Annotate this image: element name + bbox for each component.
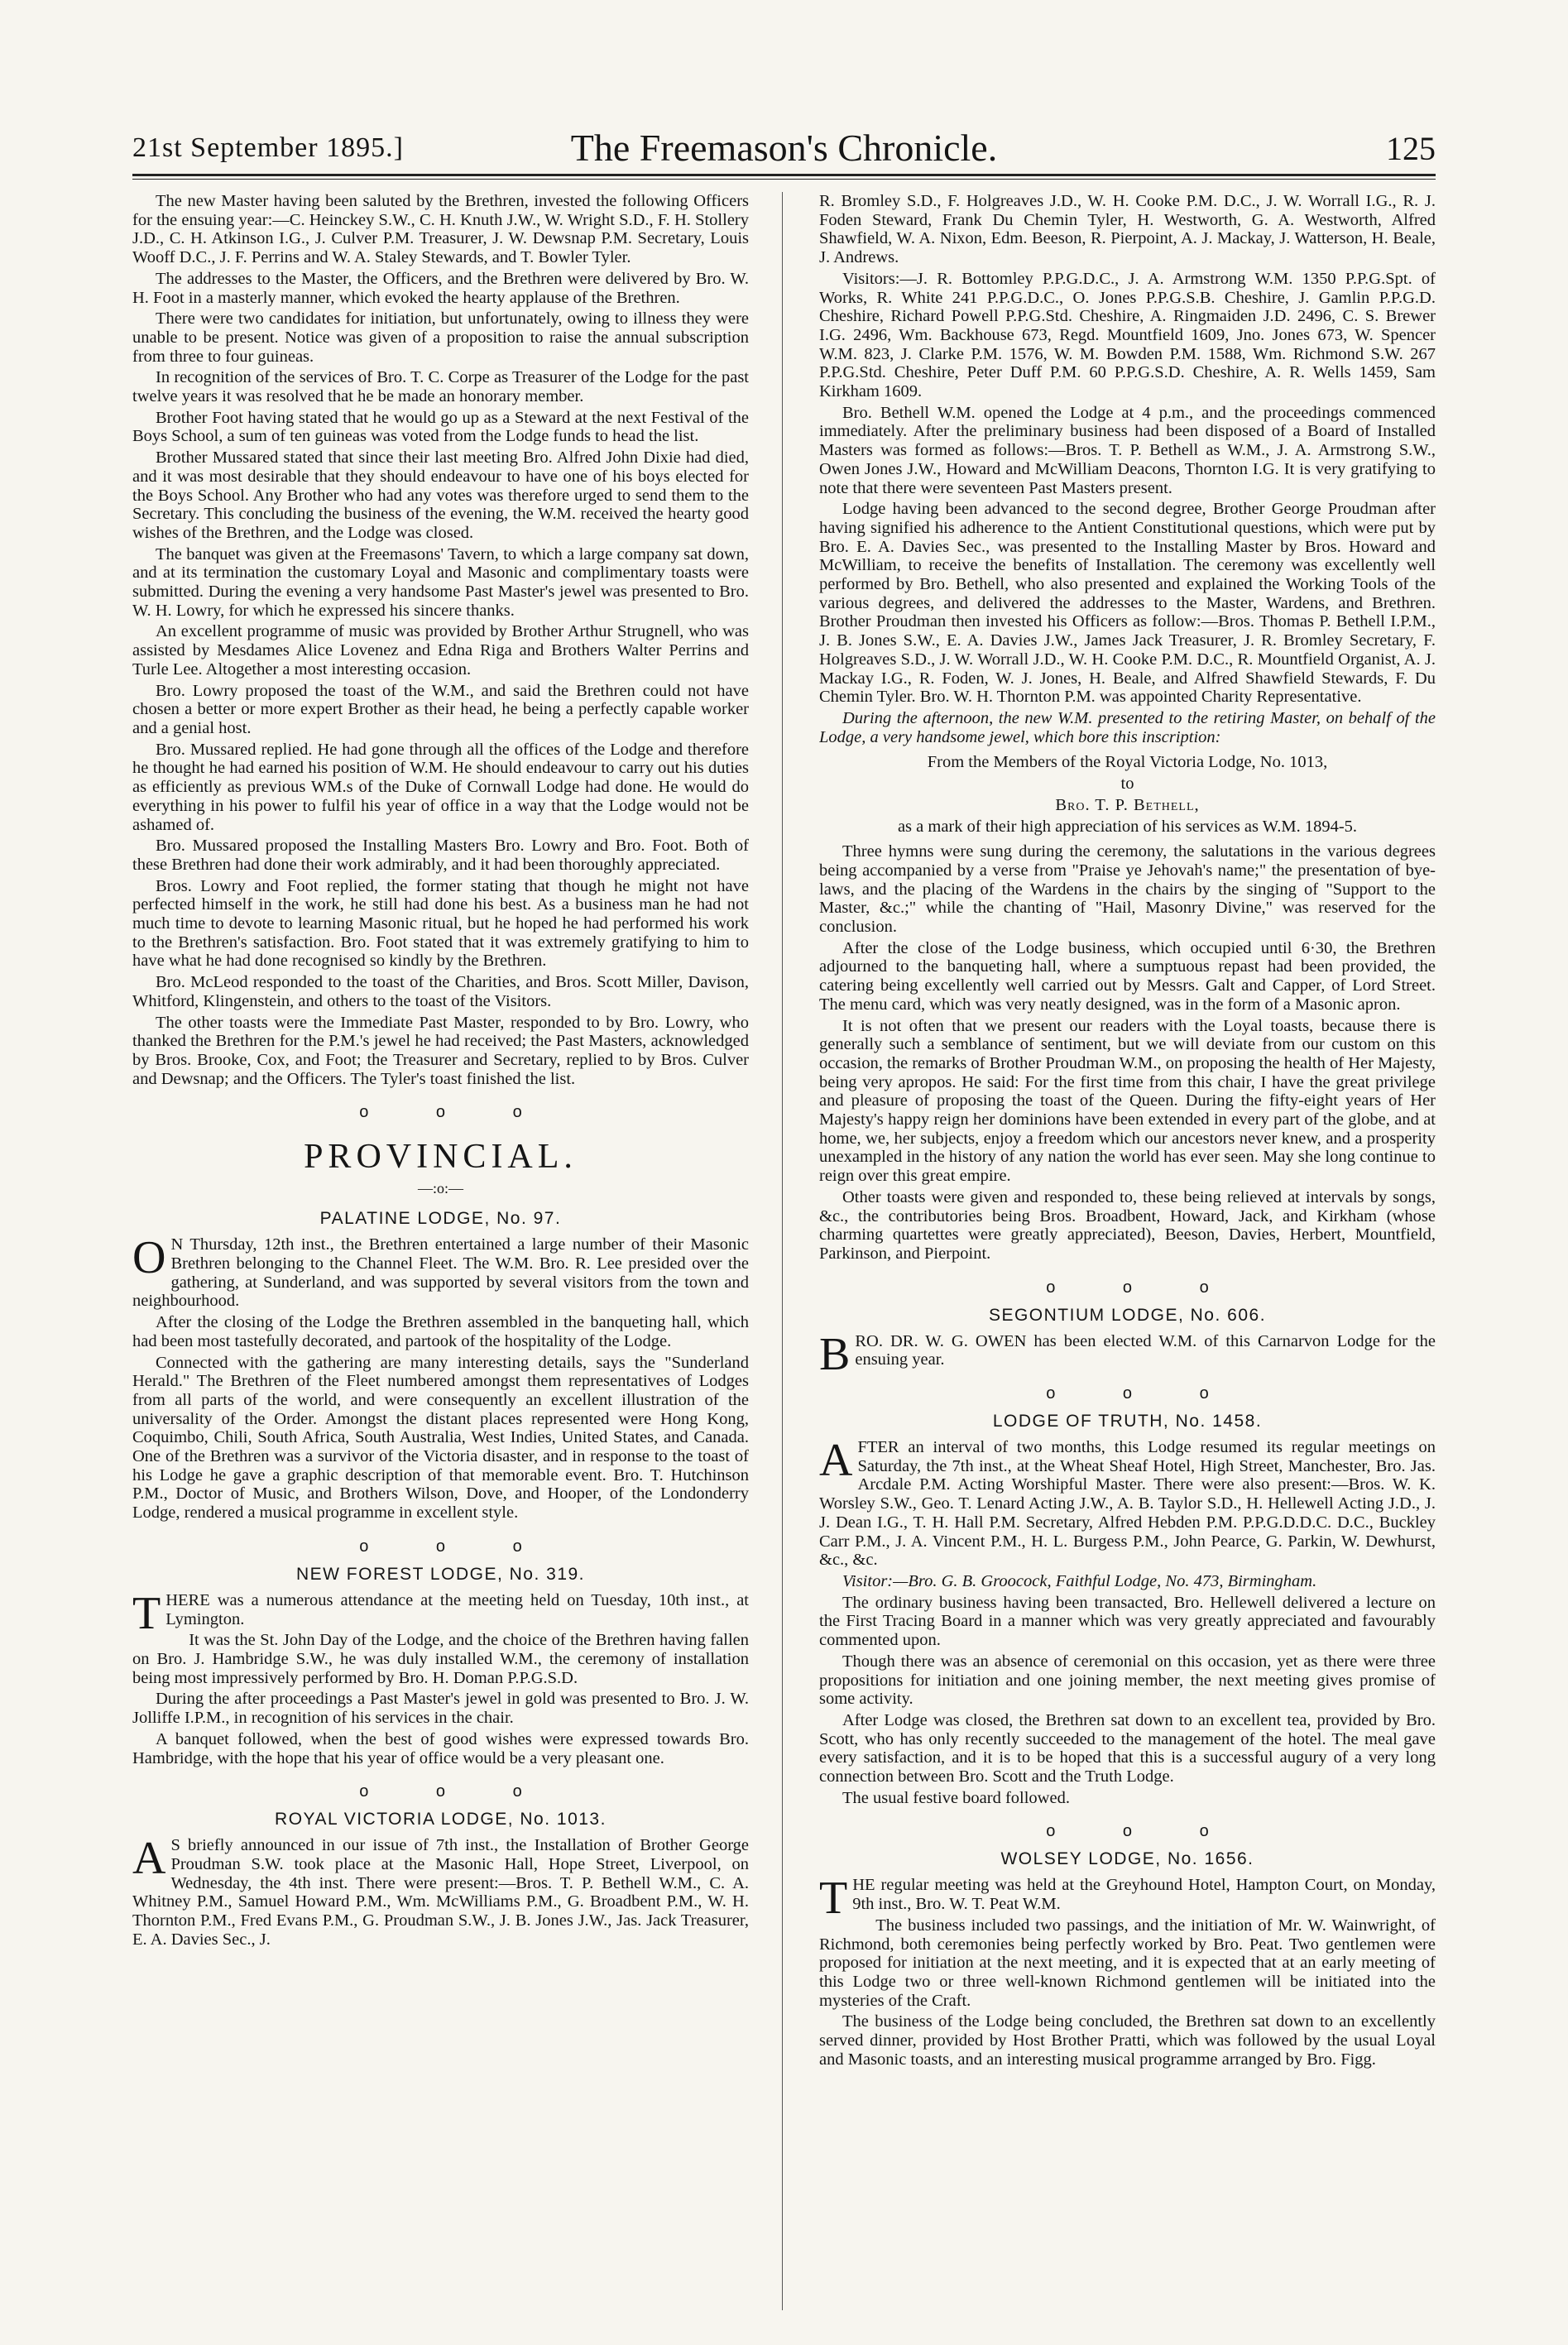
masthead-title: The Freemason's Chronicle. xyxy=(570,127,998,169)
drop-cap: B xyxy=(819,1328,851,1380)
article-paragraph: It was the St. John Day of the Lodge, and the choice of the Brethren having fallen on Bro. J. Hambridge S.W., he was duly installed W.M., the ceremony of installation being most impressively performed by Bro. H. Doman P.P.G.S.D. xyxy=(132,1631,749,1687)
first-paragraph-text: S briefly announced in our issue of 7th inst., the Installation of Brother George Proudman S.W. took place at the Masonic Hall, Hope Street, Liverpool, on Wednesday, the 4th inst. There were present:—Bros. T. P. Bethell W.M., C. A. Whitney P.M., Samuel Howard P.M., Wm. McWilliams P.M., G. Broadbent P.M., W. H. Thornton P.M., Fred Evans P.M., G. Proudman S.W., J. B. Jones J.W., Jas. Jack Treasurer, E. A. Davies Sec., J. xyxy=(132,1836,749,1949)
inscription-line: as a mark of their high appreciation of his services as W.M. 1894-5. xyxy=(897,817,1358,836)
article-paragraph: Though there was an absence of ceremonial on this occasion, yet as there were three propositions for initiation and one joining member, the next meeting gives promise of some activity. xyxy=(819,1652,1436,1709)
article-paragraph: After the closing of the Lodge the Brethren assembled in the banqueting hall, which had been most tastefully decorated, and partook of the hospitality of the Lodge. xyxy=(132,1313,749,1350)
article-paragraph: Other toasts were given and responded to, these being relieved at intervals by songs, &c., the contributories being Bros. Broadbent, Howard, Jack, and Kirkham (whose charming quartettes were greatly appreciated), Beeson, Davies, Herbert, Mountfield, Parkinson, and Pierpoint. xyxy=(819,1187,1436,1263)
article-paragraph: The usual festive board followed. xyxy=(842,1788,1070,1807)
article-paragraph: Brother Mussared stated that since their last meeting Bro. Alfred John Dixie had died, and it was most desirable that they should endeavour to have one of his boys elected for the Boys School. Any Brother who had any votes was therefore urged to send them to the Secretary. This concluding the business of the evening, the W.M. received the hearty good wishes of the Brethren, and the Lodge was closed. xyxy=(132,448,749,542)
column-divider xyxy=(782,192,783,2310)
article-paragraph: It is not often that we present our readers with the Loyal toasts, because there is generally such a semblance of sentiment, but we will deviate from our custom on this occasion, the remarks of Brother Proudman W.M., on proposing the health of Her Majesty, being very apropos. He said: For the first time from this chair, I have the great privilege and pleasure of proposing the toast of the Queen. During the fifty-eight years of Her Majesty's happy reign her dominions have been extended in every part of the globe, and at home, we, her subjects, enjoy a freedom which our ancestors never knew, and a prosperity unexampled in the history of any nation the world has ever seen. May she long continue to reign over this great empire. xyxy=(819,1016,1436,1186)
section-separator: o o o xyxy=(359,1103,554,1122)
article-paragraph: The addresses to the Master, the Officers, and the Brethren were delivered by Bro. W. H. Foot in a masterly manner, which evoked the hearty applause of the Brethren. xyxy=(132,269,749,307)
article-paragraph xyxy=(819,1328,1436,1380)
header-rule xyxy=(132,174,1436,176)
article-paragraph: Bros. Lowry and Foot replied, the former stating that though he might not have perfected himself in the work, he still had done his best. As a business man he had not much time to devote to learning Masonic ritual, but he hoped he had performed his work to the Brethren's satisfaction. Bro. Foot stated that it was extremely gratifying to him to have what he had done recognised so kindly by the Brethren. xyxy=(132,876,749,971)
left-column xyxy=(132,192,749,2310)
article-paragraph: The banquet was given at the Freemasons' Tavern, to which a large company sat down, and at its termination the customary Loyal and Masonic and complimentary toasts were submitted. During the evening a very handsome Past Master's jewel was presented to Bro. W. H. Lowry, for which he expressed his sincere thanks. xyxy=(132,544,749,620)
page-number: 125 xyxy=(1386,130,1436,167)
article-paragraph: There were two candidates for initiation, but unfortunately, owing to illness they were unable to be present. Notice was given of a proposition to raise the annual subscription from three to four guineas. xyxy=(132,309,749,366)
article-paragraph: During the afternoon, the new W.M. presented to the retiring Master, on behalf of the Lodge, a very handsome jewel, which bore this inscription: xyxy=(819,708,1436,746)
inscription-line: to xyxy=(1120,774,1134,794)
lodge-heading: LODGE OF TRUTH, No. 1458. xyxy=(992,1412,1263,1431)
section-separator: o o o xyxy=(1046,1384,1240,1403)
article-paragraph: The other toasts were the Immediate Past Master, responded to by Bro. Lowry, who thanked the Brethren for the P.M.'s jewel he had received; the Past Masters, acknowledged by Bros. Brooke, Cox, and Foot; the Treasurer and Secretary, replied to by Bros. Culver and Dewsnap; and the Officers. The Tyler's toast finished the list. xyxy=(132,1013,749,1088)
article-paragraph xyxy=(819,1873,1436,1925)
article-paragraph: Three hymns were sung during the ceremony, the salutations in the various degrees being accompanied by a verse from "Praise ye Jehovah's name;" the presentation of bye-laws, and the placing of the Wardens in the chairs by the singing of "Support to the Master, &c.;" while the chanting of "Hail, Masonry Divine," was reserved for the conclusion. xyxy=(819,842,1436,937)
section-separator: o o o xyxy=(359,1537,554,1556)
drop-cap: A xyxy=(132,1833,166,1885)
article-paragraph: An excellent programme of music was provided by Brother Arthur Strugnell, who was assisted by Mesdames Alice Lovenez and Edna Riga and Brothers Walter Perrins and Turle Lee. Altogether a most interesting occasion. xyxy=(132,622,749,679)
visitor-line: Visitor:—Bro. G. B. Groocock, Faithful Lodge, No. 473, Birmingham. xyxy=(842,1572,1317,1590)
article-paragraph: Bro. McLeod responded to the toast of the Charities, and Bros. Scott Miller, Davison, Whitford, Klingenstein, and others to the toast of the Visitors. xyxy=(132,973,749,1010)
article-paragraph: The business of the Lodge being concluded, the Brethren sat down to an excellently served dinner, provided by Host Brother Pratti, which was followed by the usual Loyal and Masonic toasts, and an interesting musical programme arranged by Bro. Figg. xyxy=(819,2012,1436,2069)
first-paragraph-text: N Thursday, 12th inst., the Brethren entertained a large number of their Masonic Brethren belonging to the Channel Fleet. The W.M. Bro. R. Lee presided over the gathering, at Sunderland, and was supported by several visitors from the town and neighbourhood. xyxy=(132,1235,749,1311)
article-paragraph xyxy=(132,1833,749,1949)
section-separator: o o o xyxy=(1046,1278,1240,1297)
article-paragraph: Bro. Mussared replied. He had gone through all the offices of the Lodge and therefore he thought he had earned his position of W.M. He should endeavour to carry out his duties as efficiently as previous WM.s of the Duke of Cornwall Lodge had done. He would do everything in his power to fulfil his year of office in a way that the Lodge would not be ashamed of. xyxy=(132,740,749,834)
article-paragraph xyxy=(132,1587,749,1639)
drop-cap: T xyxy=(819,1873,848,1925)
article-paragraph: Lodge having been advanced to the second degree, Brother George Proudman after having signified his adherence to the Antient Constitutional questions, which were put by Bro. E. A. Davies Sec., was presented to the Installing Master by Bros. Howard and McWilliam, to receive the benefits of Installation. The ceremony was excellently well performed by Bro. Bethell, who also presented and explained the Working Tools of the various degrees, and delivered the addresses to the Master, Wardens, and Brethren. Brother Proudman then invested his Officers as follow:—Bros. Thomas P. Bethell I.P.M., J. B. Jones S.W., E. A. Davies J.W., James Jack Treasurer, J. R. Bromley Secretary, F. Holgreaves S.D., J. W. Worrall J.D., W. H. Cooke P.M. D.C., R. Mountfield Organist, A. J. Mackay I.G., R. Foden, W. J. Jones, H. Beale, and Alfred Shawfield Stewards, F. Du Chemin Tyler. Bro. W. H. Thornton P.M. was appointed Charity Representative. xyxy=(819,500,1436,707)
article-paragraph: Bro. Bethell W.M. opened the Lodge at 4 p.m., and the proceedings commenced immediately. After the preliminary business had been disposed of a Board of Installed Masters was formed as follows:—Bros. T. P. Bethell as W.M., J. A. Armstrong S.W., Owen Jones J.W., Howard and McWilliam Deacons, Thornton I.G. It is very gratifying to note that there were seventeen Past Masters present. xyxy=(819,403,1436,497)
article-paragraph xyxy=(132,1232,749,1311)
section-ornament: —:o:— xyxy=(417,1180,463,1197)
header-rule-thin xyxy=(132,179,1436,180)
lodge-heading: WOLSEY LODGE, No. 1656. xyxy=(1000,1849,1254,1869)
first-paragraph-text: FTER an interval of two months, this Lodge resumed its regular meetings on Saturday, the 7th inst., at the Wheat Sheaf Hotel, High Street, Manchester, Bro. Jas. Arcdale P.M. Acting Worshipful Master. There were also present:—Bros. W. K. Worsley S.W., Geo. T. Lenard Acting J.W., A. B. Taylor S.D., H. Hellewell Acting J.D., J. J. Dean I.G., T. H. Hall P.M. Secretary, Alfred Hebden P.M. P.P.G.D.D.C. D.C., Buckley Carr P.M., J. A. Vincent P.M., H. L. Burgess P.M., John Pearce, G. Parkin, W. Dewhurst, &c., &c. xyxy=(819,1438,1436,1570)
article-paragraph: Bro. Mussared proposed the Installing Masters Bro. Lowry and Bro. Foot. Both of these Brethren had done their work admirably, and it had been thoroughly appreciated. xyxy=(132,837,749,874)
first-paragraph-text: HE regular meeting was held at the Greyhound Hotel, Hampton Court, on Monday, 9th inst., Bro. W. T. Peat W.M. xyxy=(852,1876,1436,1914)
lodge-heading: PALATINE LODGE, No. 97. xyxy=(319,1209,562,1229)
article-paragraph: Brother Foot having stated that he would go up as a Steward at the next Festival of the Boys School, a sum of ten guineas was voted from the Lodge funds to head the list. xyxy=(132,408,749,446)
article-paragraph: After Lodge was closed, the Brethren sat down to an excellent tea, provided by Bro. Scott, who has only recently succeeded to the management of the hotel. The meal gave every satisfaction, and it is to be hoped that this is a successful augury of a very long connection between Bro. Scott and the Truth Lodge. xyxy=(819,1710,1436,1786)
article-paragraph xyxy=(819,1435,1436,1570)
drop-cap: O xyxy=(132,1232,166,1284)
article-paragraph: The new Master having been saluted by the Brethren, invested the following Officers for the ensuing year:—C. Heinckey S.W., C. H. Knuth J.W., W. Wright S.D., F. H. Stollery J.D., C. H. Atkinson I.G., J. Culver P.M. Treasurer, J. W. Dewsnap P.M. Secretary, Louis Wooff D.C., J. F. Perrins and W. A. Staley Stewards, and T. Bowler Tyler. xyxy=(132,192,749,267)
lodge-heading: SEGONTIUM LODGE, No. 606. xyxy=(988,1305,1267,1325)
inscription-line: Bro. T. P. Bethell, xyxy=(1055,795,1200,814)
lodge-heading: NEW FOREST LODGE, No. 319. xyxy=(295,1564,586,1584)
article-paragraph: R. Bromley S.D., F. Holgreaves J.D., W. H. Cooke P.M. D.C., J. W. Worrall I.G., R. J. Foden Steward, Frank Du Chemin Tyler, H. Westworth, G. A. Westworth, Alfred Shawfield, W. A. Nixon, Edm. Beeson, R. Pierpoint, A. J. Mackay, J. Watterson, H. Beale, J. Andrews. xyxy=(819,192,1436,267)
section-title: PROVINCIAL. xyxy=(304,1138,578,1177)
article-paragraph: Connected with the gathering are many interesting details, says the "Sunderland Herald." The Brethren of the Fleet numbered amongst them representatives of Lodges from all parts of the world, and were consequently an excellent illustration of the universality of the Order. Amongst the distant places represented were Hong Kong, Coquimbo, Chili, South Africa, South Australia, West Indies, United States, and Canada. One of the Brethren was a survivor of the Victoria disaster, and in response to the toast of his Lodge he gave a graphic description of that memorable event. Bro. T. Hutchinson P.M., Doctor of Music, and Brothers Wilson, Dove, and Hooper, of the Londonderry Lodge, rendered a musical programme in excellent style. xyxy=(132,1353,749,1523)
first-paragraph-text: RO. DR. W. G. OWEN has been elected W.M. of this Carnarvon Lodge for the ensuing year. xyxy=(855,1331,1436,1369)
inscription-line: From the Members of the Royal Victoria Lodge, No. 1013, xyxy=(927,753,1328,772)
section-separator: o o o xyxy=(359,1782,554,1801)
article-paragraph: Bro. Lowry proposed the toast of the W.M., and said the Brethren could not have chosen a better or more expert Brother as their head, he being a perfectly capable worker and a genial host. xyxy=(132,681,749,737)
issue-date: 21st September 1895.] xyxy=(132,132,404,163)
right-column xyxy=(819,192,1436,2310)
article-paragraph: In recognition of the services of Bro. T. C. Corpe as Treasurer of the Lodge for the past twelve years it was resolved that he be made an honorary member. xyxy=(132,368,749,406)
section-separator: o o o xyxy=(1046,1822,1240,1841)
article-paragraph: The business included two passings, and the initiation of Mr. W. Wainwright, of Richmond, both ceremonies being perfectly worked by Bro. Peat. Two gentlemen were proposed for initiation at the next meeting, and it is expected that at an early meeting of this Lodge two or three well-known Richmond gentlemen will be initiated into the mysteries of the Craft. xyxy=(819,1916,1436,2010)
article-paragraph: During the after proceedings a Past Master's jewel in gold was presented to Bro. J. W. Jolliffe I.P.M., in recognition of his services in the chair. xyxy=(132,1690,749,1728)
first-paragraph-text: HERE was a numerous attendance at the meeting held on Tuesday, 10th inst., at Lymington. xyxy=(165,1590,749,1628)
lodge-heading: ROYAL VICTORIA LODGE, No. 1013. xyxy=(275,1810,607,1829)
article-paragraph: Visitors:—J. R. Bottomley P.P.G.D.C., J. A. Armstrong W.M. 1350 P.P.G.Spt. of Works, R. White 241 P.P.G.D.C., O. Jones P.P.G.S.B. Cheshire, J. Gamlin P.P.G.D. Cheshire, Richard Powell P.P.G.Std. Cheshire, A. Ringmaiden J.D. 2496, C. S. Brewer I.G. 2496, Wm. Backhouse 673, Regd. Mountfield 1609, Jno. Jones 673, W. Spencer W.M. 823, J. Clarke P.M. 1576, W. M. Bowden P.M. 1588, Wm. Richmond S.W. 267 P.P.G.Std. Cheshire, Peter Duff P.M. 60 P.P.G.S.D. Cheshire, A. R. Wells 1459, Sam Kirkham 1609. xyxy=(819,269,1436,401)
article-paragraph: A banquet followed, when the best of good wishes were expressed towards Bro. Hambridge, with the hope that his year of office would be a very pleasant one. xyxy=(132,1729,749,1767)
article-paragraph: The ordinary business having been transacted, Bro. Hellewell delivered a lecture on the First Tracing Board in a manner which was very greatly appreciated and favourably commented upon. xyxy=(819,1593,1436,1650)
article-paragraph: After the close of the Lodge business, which occupied until 6·30, the Brethren adjourned to the banqueting hall, where a sumptuous repast had been provided, the catering being excellently well carried out by Messrs. Galt and Capper, of Lord Street. The menu card, which was very neatly designed, was in the form of a Masonic apron. xyxy=(819,938,1436,1014)
drop-cap: A xyxy=(819,1435,853,1487)
drop-cap: T xyxy=(132,1587,161,1639)
